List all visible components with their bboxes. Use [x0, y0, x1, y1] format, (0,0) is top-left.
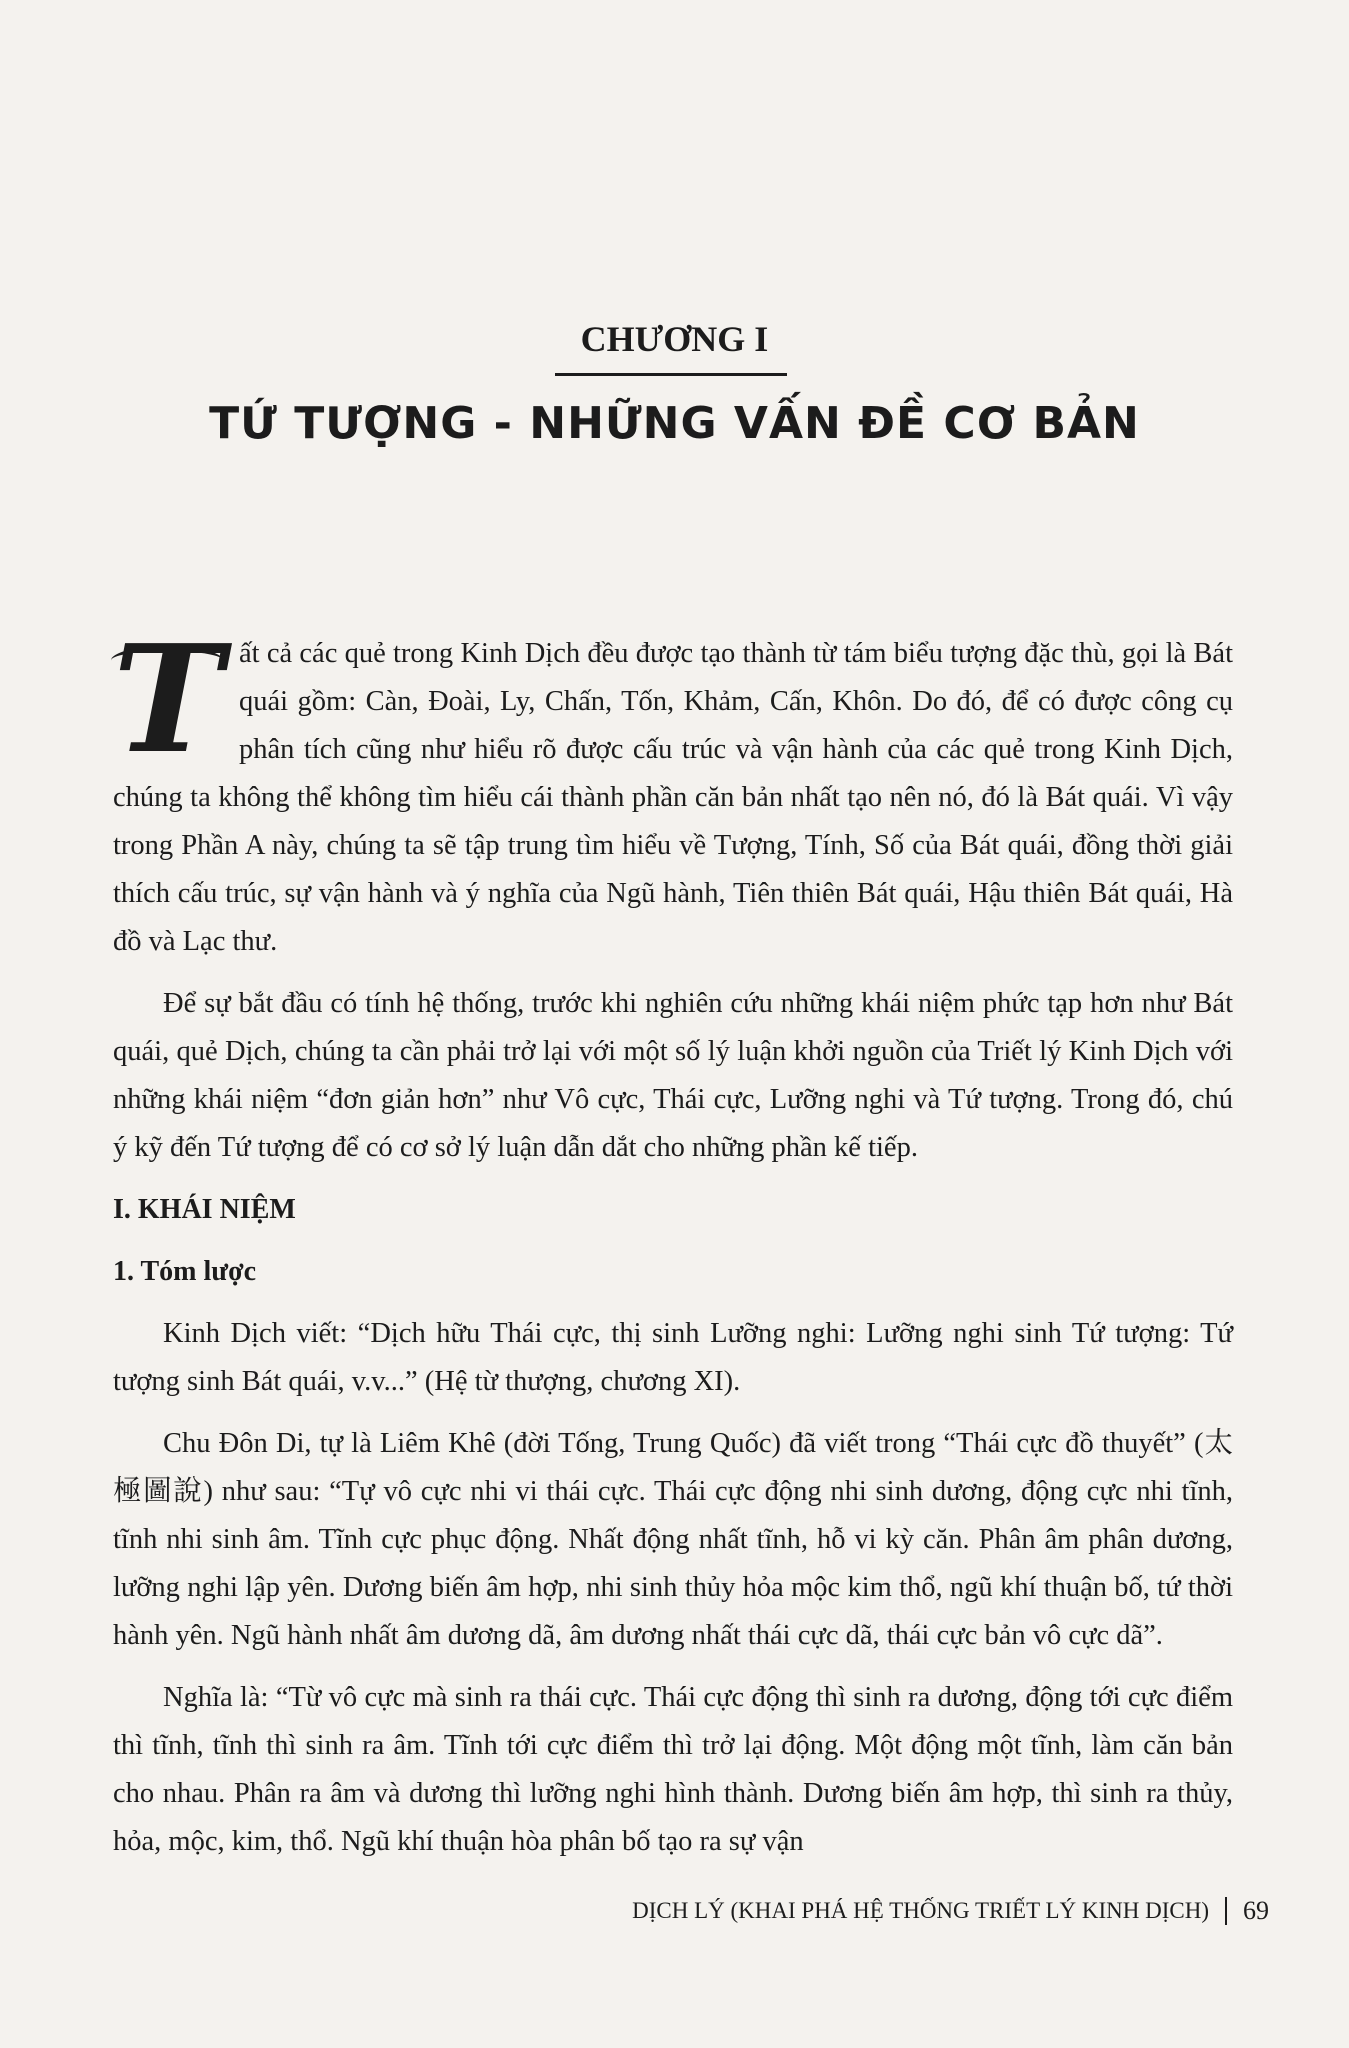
body-text — [112, 612, 1233, 1880]
paragraph-intro — [112, 612, 1233, 966]
drop-cap: T — [112, 612, 224, 786]
page-number: 69 — [1243, 1896, 1269, 1925]
page-footer — [632, 1896, 1269, 1926]
paragraph-3: Kinh Dịch viết: “Dịch hữu Thái cực, thị sinh Lưỡng nghi: Lưỡng nghi sinh Tứ tượng: Tứ tượng sinh Bát quái, v.v...” (Hệ từ thượng, chương XI). — [113, 1318, 1233, 1397]
paragraph-5: Nghĩa là: “Từ vô cực mà sinh ra thái cực. Thái cực động thì sinh ra dương, động tới cực điểm thì tĩnh, tĩnh thì sinh ra âm. Tĩnh tới cực điểm thì trở lại động. Một động một tĩnh, làm căn bản cho nhau. Phân ra âm và dương thì lưỡng nghi hình thành. Dương biến âm hợp, thì sinh ra thủy, hỏa, mộc, kim, thổ. Ngũ khí thuận hòa phân bố tạo ra sự vận — [113, 1682, 1233, 1857]
chapter-title: TỨ TƯỢNG - NHỮNG VẤN ĐỀ CƠ BẢN — [209, 398, 1140, 449]
running-title: DỊCH LÝ (KHAI PHÁ HỆ THỐNG TRIẾT LÝ KINH DỊCH) — [632, 1898, 1209, 1923]
paragraph-4: Chu Đôn Di, tự là Liêm Khê (đời Tống, Trung Quốc) đã viết trong “Thái cực đồ thuyết” (太極圖說) như sau: “Tự vô cực nhi vi thái cực. Thái cực động nhi sinh dương, động cực nhi tĩnh, tĩnh nhi sinh âm. Tĩnh cực phục động. Nhất động nhất tĩnh, hỗ vi kỳ căn. Phân âm phân dương, lưỡng nghi lập yên. Dương biến âm hợp, nhi sinh thủy hỏa mộc kim thổ, ngũ khí thuận bố, tứ thời hành yên. Ngũ hành nhất âm dương dã, âm dương nhất thái cực dã, thái cực bản vô cực dã”. — [113, 1428, 1233, 1651]
paragraph-intro-text: ất cả các quẻ trong Kinh Dịch đều được tạo thành từ tám biểu tượng đặc thù, gọi là Bát quái gồm: Càn, Đoài, Ly, Chấn, Tốn, Khảm, Cấn, Khôn. Do đó, để có được công cụ phân tích cũng như hiểu rõ được cấu trúc và vận hành của các quẻ trong Kinh Dịch, chúng ta không thể không tìm hiểu cái thành phần căn bản nhất tạo nên nó, đó là Bát quái. Vì vậy trong Phần A này, chúng ta sẽ tập trung tìm hiểu về Tượng, Tính, Số của Bát quái, đồng thời giải thích cấu trúc, sự vận hành và ý nghĩa của Ngũ hành, Tiên thiên Bát quái, Hậu thiên Bát quái, Hà đồ và Lạc thư. — [113, 638, 1233, 957]
chapter-label: CHƯƠNG I — [580, 319, 769, 359]
chapter-underline — [555, 373, 787, 376]
section-heading: I. KHÁI NIỆM — [113, 1194, 296, 1225]
subsection-heading: 1. Tóm lược — [113, 1256, 257, 1287]
footer-divider — [1225, 1897, 1227, 1925]
paragraph-2: Để sự bắt đầu có tính hệ thống, trước khi nghiên cứu những khái niệm phức tạp hơn như Bát quái, quẻ Dịch, chúng ta cần phải trở lại với một số lý luận khởi nguồn của Triết lý Kinh Dịch với những khái niệm “đơn giản hơn” như Vô cực, Thái cực, Lưỡng nghi và Tứ tượng. Trong đó, chú ý kỹ đến Tứ tượng để có cơ sở lý luận dẫn dắt cho những phần kế tiếp. — [113, 988, 1233, 1163]
